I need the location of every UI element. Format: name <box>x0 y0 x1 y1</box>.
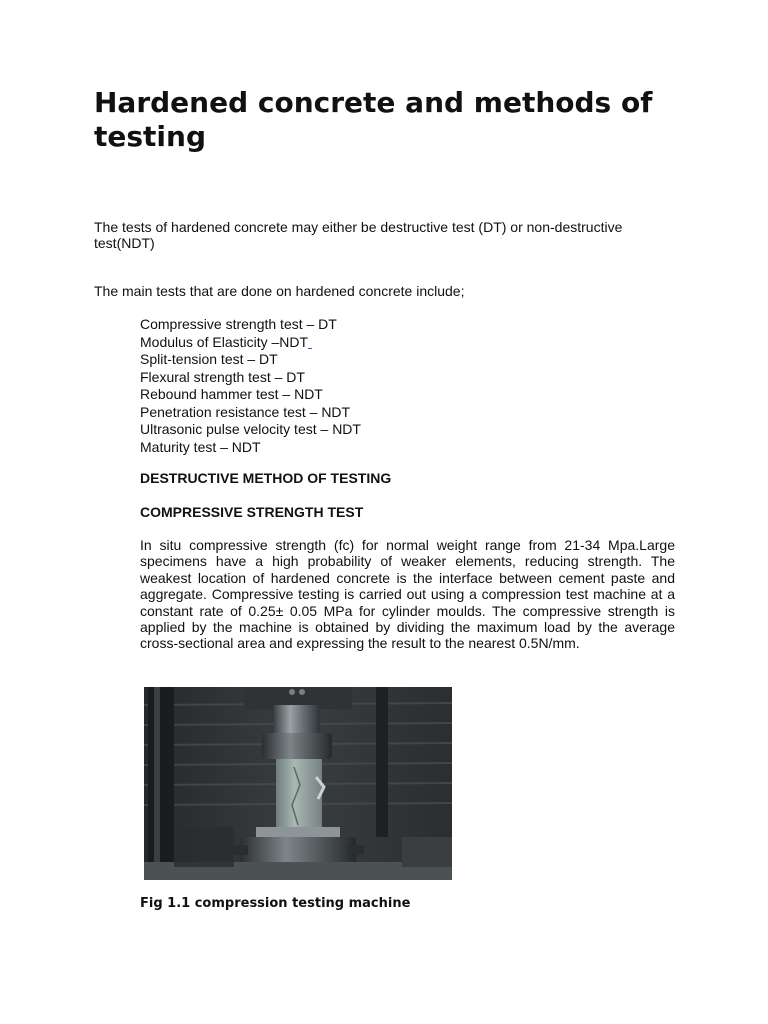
underline-mark <box>308 334 312 350</box>
list-item: Compressive strength test – DT <box>140 316 337 332</box>
subsection-heading: COMPRESSIVE STRENGTH TEST <box>140 504 364 520</box>
compression-machine-photo <box>144 687 452 880</box>
list-item: Ultrasonic pulse velocity test – NDT <box>140 421 361 437</box>
list-item <box>140 334 361 352</box>
list-item-text: Modulus of Elasticity –NDT <box>140 333 309 350</box>
section-heading: DESTRUCTIVE METHOD OF TESTING <box>140 470 392 486</box>
page-title: Hardened concrete and methods of testing <box>94 86 653 153</box>
list-item: Maturity test – NDT <box>140 438 261 455</box>
list-item: Flexural strength test – DT <box>140 368 305 385</box>
body-paragraph: In situ compressive strength (fc) for normal weight range from 21-34 Mpa.Large specimens have a high probability of weaker elements, reducing strength. The weakest location of hardened concrete is the interface between cement paste and aggregate. Compressive testing is carried out using a compression test machine at a constant rate of 0.25± 0.05 MPa for cylinder moulds. The compressive strength is applied by the machine is obtained by dividing the maximum load by the average cross-sectional area and expressing the result to the nearest 0.5N/mm. <box>140 537 675 652</box>
intro-paragraph: The tests of hardened concrete may either be destructive test (DT) or non-destructive test(NDT) <box>94 219 623 251</box>
list-item: Penetration resistance test – NDT <box>140 403 351 420</box>
lead-paragraph: The main tests that are done on hardened concrete include; <box>94 283 465 299</box>
compression-machine-image <box>144 687 452 880</box>
tests-list <box>140 316 361 456</box>
figure-caption: Fig 1.1 compression testing machine <box>140 896 411 911</box>
list-item: Rebound hammer test – NDT <box>140 386 323 402</box>
list-item: Split-tension test – DT <box>140 351 278 367</box>
